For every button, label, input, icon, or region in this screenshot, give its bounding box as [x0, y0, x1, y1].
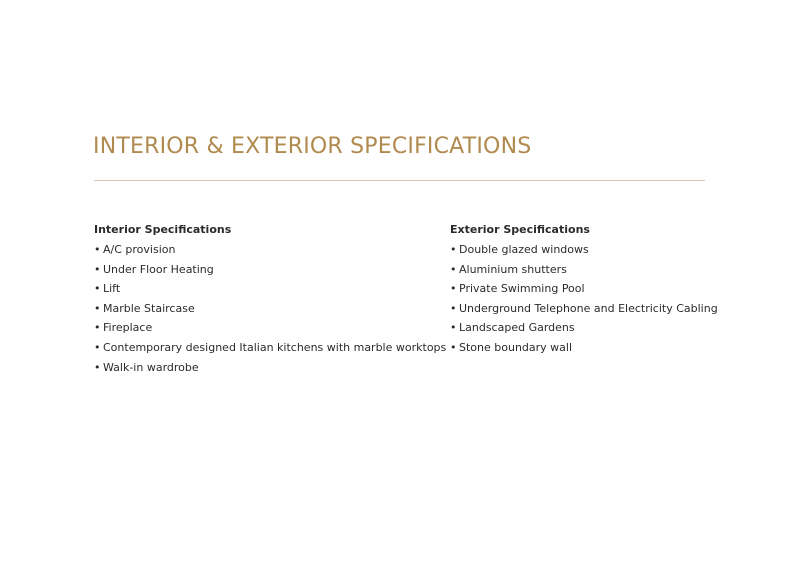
bullet-icon: •: [94, 301, 101, 315]
page-title: INTERIOR & EXTERIOR SPECIFICATIONS: [93, 134, 532, 159]
list-item: [94, 242, 446, 258]
list-item: [94, 320, 446, 336]
list-item-label: Lift: [103, 282, 121, 296]
bullet-icon: •: [450, 262, 457, 276]
list-item: [450, 320, 718, 336]
list-item-label: Stone boundary wall: [459, 340, 573, 354]
bullet-icon: •: [94, 340, 101, 354]
exterior-specifications-list: [450, 242, 718, 356]
exterior-specifications-section: [450, 222, 718, 360]
list-item: [94, 340, 446, 356]
interior-specifications-section: [94, 222, 446, 379]
bullet-icon: •: [94, 262, 101, 276]
title-divider: [94, 180, 705, 181]
list-item-label: Landscaped Gardens: [459, 321, 575, 335]
bullet-icon: •: [450, 282, 457, 296]
list-item: [94, 360, 446, 376]
list-item: [450, 301, 718, 317]
list-item: [450, 340, 718, 356]
bullet-icon: •: [450, 340, 457, 354]
bullet-icon: •: [450, 321, 457, 335]
list-item: [94, 301, 446, 317]
bullet-icon: •: [94, 360, 101, 374]
bullet-icon: •: [450, 301, 457, 315]
list-item-label: Contemporary designed Italian kitchens with marble worktops: [103, 340, 447, 354]
bullet-icon: •: [94, 282, 101, 296]
interior-specifications-heading: Interior Specifications: [94, 223, 232, 236]
list-item-label: Walk-in wardrobe: [103, 360, 199, 374]
list-item-label: Fireplace: [103, 321, 153, 335]
bullet-icon: •: [450, 243, 457, 256]
list-item: [450, 281, 718, 297]
list-item-label: Aluminium shutters: [459, 262, 567, 276]
list-item-label: Double glazed windows: [459, 243, 589, 256]
list-item-label: A/C provision: [103, 243, 176, 256]
exterior-specifications-heading: Exterior Specifications: [450, 223, 590, 236]
list-item-label: Marble Staircase: [103, 301, 195, 315]
list-item-label: Under Floor Heating: [103, 262, 214, 276]
list-item: [450, 242, 718, 258]
bullet-icon: •: [94, 321, 101, 335]
list-item: [94, 262, 446, 278]
interior-specifications-list: [94, 242, 446, 376]
list-item-label: Private Swimming Pool: [459, 282, 585, 296]
list-item-label: Underground Telephone and Electricity Cabling: [459, 301, 718, 315]
list-item: [450, 262, 718, 278]
list-item: [94, 281, 446, 297]
bullet-icon: •: [94, 243, 101, 256]
